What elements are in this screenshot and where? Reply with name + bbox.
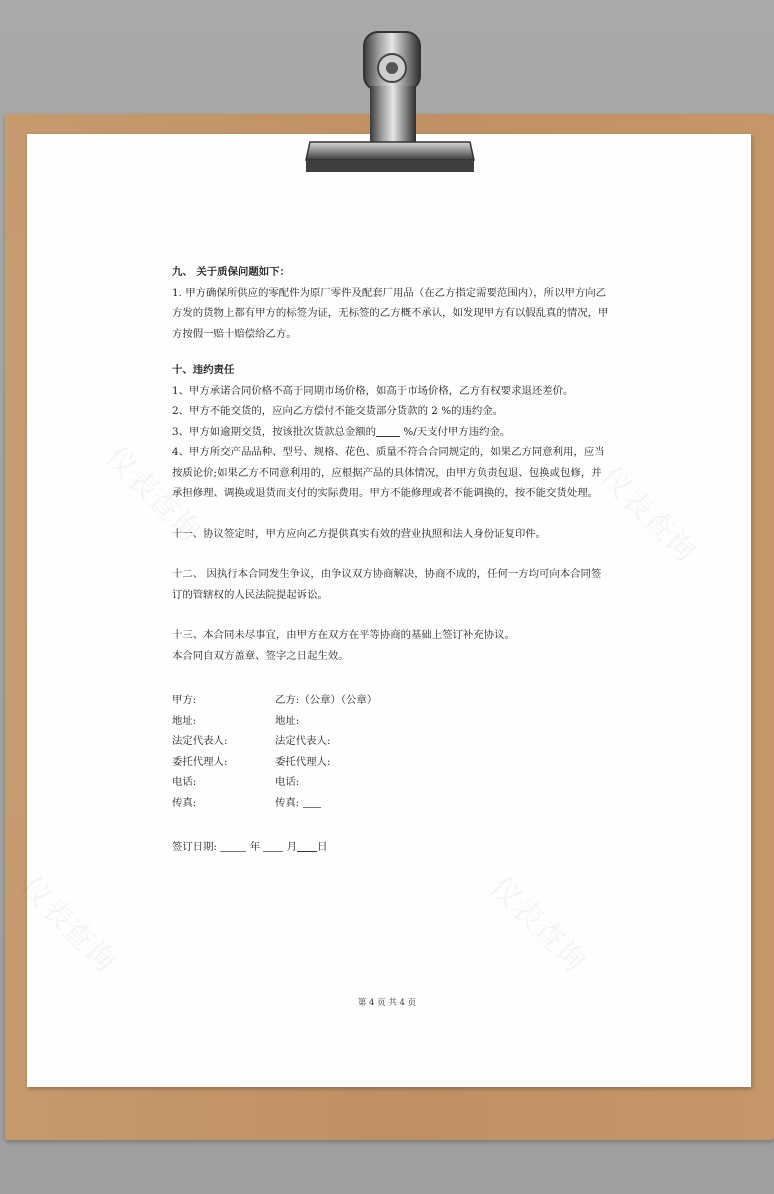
- party-a-label: 甲方:: [172, 694, 197, 706]
- address-label: 地址:: [172, 714, 197, 727]
- section-12: 十二、 因执行本合同发生争议，由争议双方协商解决，协商不成的，任何一方均可向本合同签: [172, 568, 602, 580]
- section-10-item-1: 1、甲方承诺合同价格不高于同期市场价格，如高于市场价格，乙方有权要求退还差价。: [172, 384, 574, 397]
- section-10-item-4: 4、甲方所交产品品种、型号、规格、花色、质量不符合合同规定的，如果乙方同意利用，应当: [172, 446, 605, 458]
- contract-body: [172, 262, 612, 858]
- section-9-title: 九、 关于质保问题如下：: [172, 266, 290, 278]
- section-10-item-4: 承担修理、调换或退货而支付的实际费用。甲方不能修理或者不能调换的，按不能交货处理。: [172, 487, 599, 499]
- agent-label: 委托代理人:: [275, 755, 331, 768]
- signature-block: [172, 690, 612, 813]
- fax-label: 传真:: [172, 796, 197, 809]
- section-9-line: 方按假一赔十赔偿给乙方。: [172, 327, 297, 340]
- address-label: 地址:: [275, 714, 300, 727]
- binder-clip-icon: [300, 24, 480, 184]
- phone-label: 电话:: [172, 776, 197, 788]
- party-b-label: 乙方:（公章）（公章）: [275, 694, 378, 706]
- legal-rep-label: 法定代表人:: [172, 735, 228, 747]
- section-13: 本合同自双方盖章、签字之日起生效。: [172, 649, 349, 662]
- section-10-item-3: 3、甲方如逾期交货，按该批次货款总金额的 %/天支付甲方违约金。: [172, 425, 511, 438]
- section-9-line: 方发的货物上都有甲方的标签为证，无标签的乙方概不承认，如发现甲方有以假乱真的情况，甲: [172, 307, 609, 319]
- section-9-line: 1. 甲方确保所供应的零配件为原厂零件及配套厂用品（在乙方指定需要范围内），所以甲方向乙: [172, 286, 607, 299]
- section-10-item-2: 2、甲方不能交货的，应向乙方偿付不能交货部分货款的 2 %的违约金。: [172, 405, 504, 417]
- section-12: 订的管辖权的人民法院提起诉讼。: [172, 588, 328, 601]
- section-10-title: 十、违约责任: [172, 364, 235, 376]
- section-13: 十三、本合同未尽事宜，由甲方在双方在平等协商的基础上签订补充协议。: [172, 629, 515, 641]
- page-indicator: 第 4 页 共 4 页: [357, 998, 417, 1008]
- fax-label: 传真:: [275, 793, 321, 814]
- section-10-item-4: 按质论价;如果乙方不同意利用的，应根据产品的具体情况，由甲方负责包退、包换或包修，并: [172, 466, 602, 479]
- signing-date: 签订日期: 年 月 日: [172, 841, 328, 853]
- legal-rep-label: 法定代表人:: [275, 735, 331, 747]
- agent-label: 委托代理人:: [172, 755, 228, 768]
- section-11: 十一、协议签定时，甲方应向乙方提供真实有效的营业执照和法人身份证复印件。: [172, 527, 547, 540]
- phone-label: 电话:: [275, 776, 300, 788]
